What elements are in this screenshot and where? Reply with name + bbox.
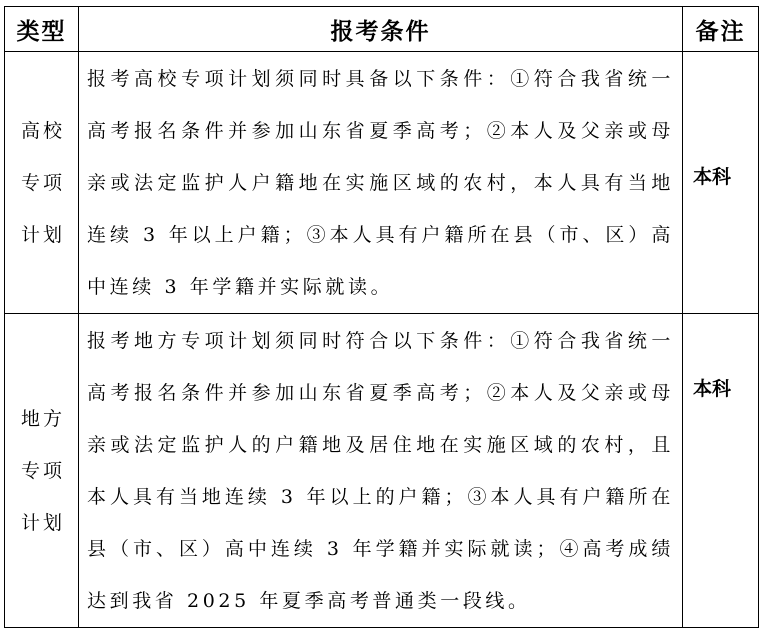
type-line: 地方: [20, 407, 65, 430]
conditions-cell: [79, 52, 683, 314]
header-type: 类型: [5, 7, 79, 52]
type-line: 高校: [20, 119, 65, 142]
header-note: 备注: [683, 7, 759, 52]
type-line: 计划: [20, 223, 65, 246]
header-conditions: 报考条件: [79, 7, 683, 52]
note-cell: [683, 314, 759, 628]
note-cell: [683, 52, 759, 314]
type-cell: [5, 52, 79, 314]
note-text: 本科: [693, 378, 732, 400]
type-line: 专项: [20, 459, 65, 482]
table-row: [5, 314, 759, 628]
type-line: 计划: [20, 511, 65, 534]
note-text: 本科: [693, 166, 732, 188]
table-row: [5, 52, 759, 314]
conditions-text: 报考高校专项计划须同时具备以下条件：①符合我省统一高考报名条件并参加山东省夏季高考；②本人及父亲或母亲或法定监护人户籍地在实施区域的农村，本人具有当地连续 3 年以上户籍；③本人具有户籍所在县（市、区）高中连续 3 年学籍并实际就读。: [87, 68, 674, 298]
type-cell: [5, 314, 79, 628]
type-line: 专项: [20, 171, 65, 194]
conditions-text: 报考地方专项计划须同时符合以下条件：①符合我省统一高考报名条件并参加山东省夏季高考；②本人及父亲或母亲或法定监护人的户籍地及居住地在实施区域的农村，且本人具有当地连续 3 年以上的户籍；③本人具有户籍所在县（市、区）高中连续 3 年学籍并实际就读；④高考成绩达到我省 2025 年夏季高考普通类一段线。: [87, 330, 674, 612]
requirements-table: [4, 6, 759, 628]
table-header-row: [5, 7, 759, 52]
conditions-cell: [79, 314, 683, 628]
